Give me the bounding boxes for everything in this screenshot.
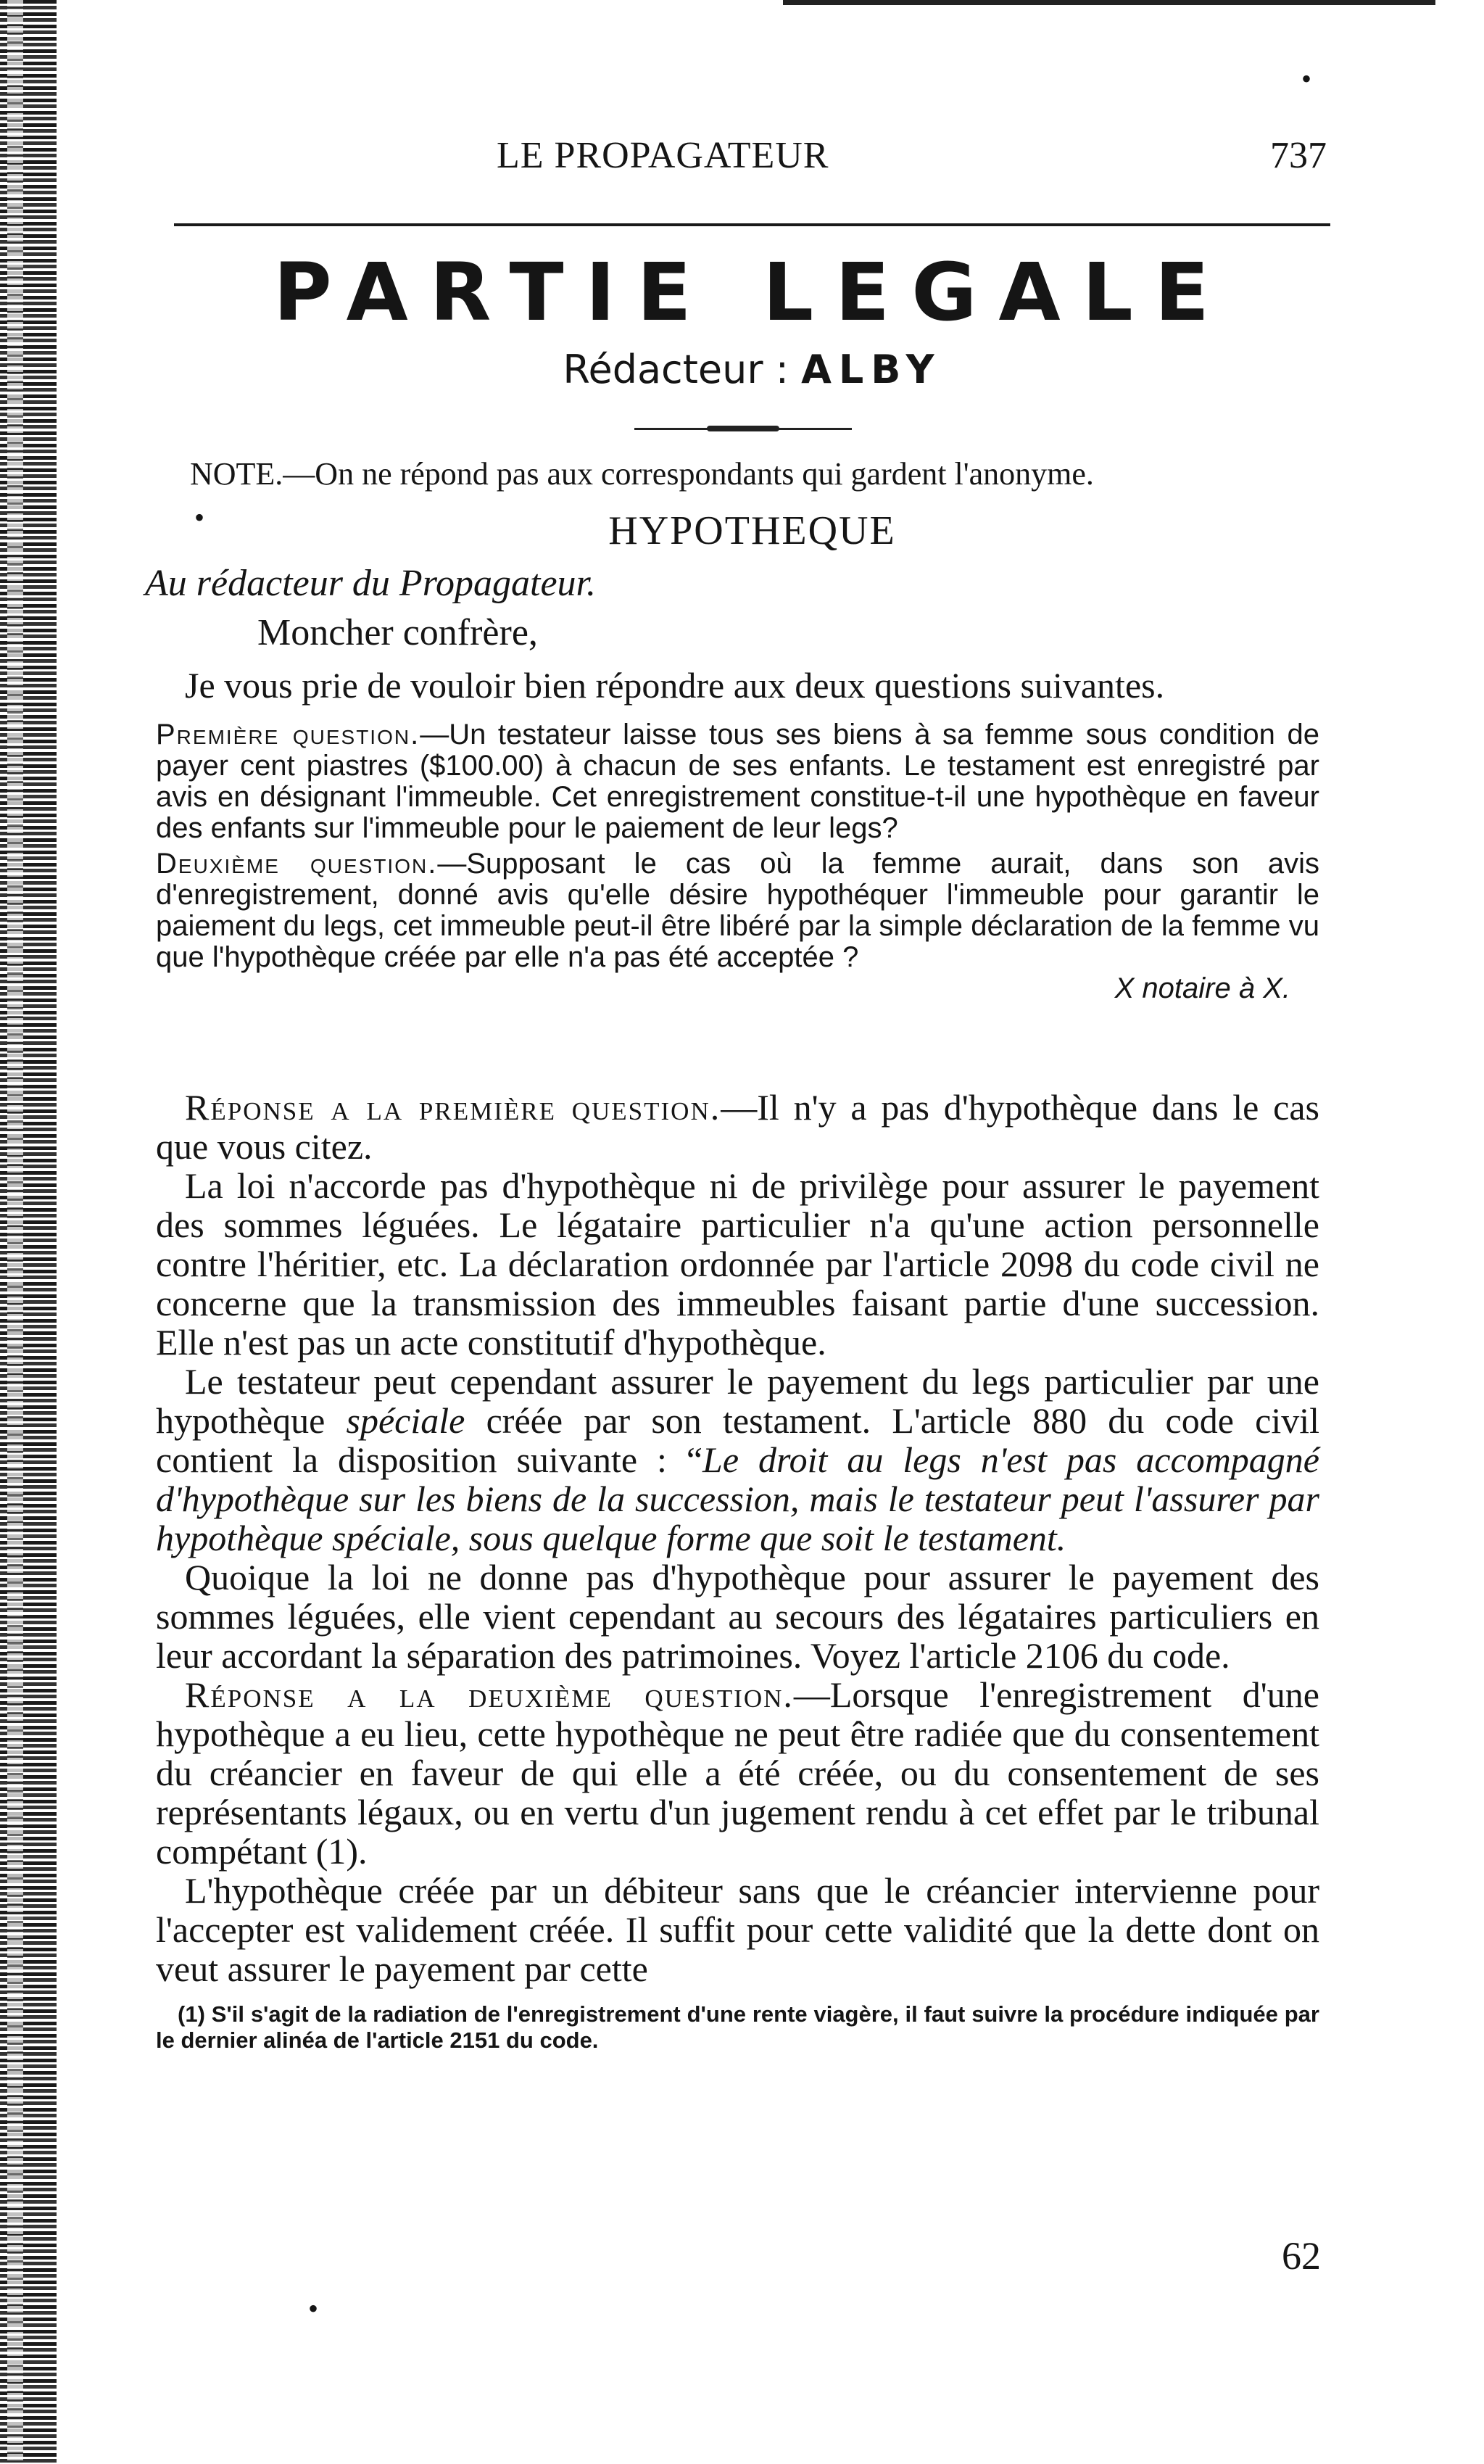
signature-number: 62 <box>1282 2234 1321 2278</box>
editor-label: Rédacteur : <box>563 347 789 392</box>
answer-2 <box>156 1675 1319 1871</box>
question-1-text: —Un testateur laisse tous ses biens à sa femme sous condition de payer cent piastres ($100.00) à chacun de ses enfants. Le testament est enregistré par avis en désignant l'immeuble. Cet enregistrement constitue-t-il une hypothèque en faveur des enfants sur l'immeuble pour le paiement de leur legs? <box>156 719 1319 844</box>
code-quotation: Le droit au legs n'est pas accompagné d'hypothèque sur les biens de la succession, mais le testateur peut l'assurer par hypothèque spéciale, sous quelque forme que soit le testament. <box>156 1439 1319 1558</box>
answer-1-label: Réponse a la première question. <box>185 1087 721 1128</box>
footnote: (1) S'il s'agit de la radiation de l'enregistrement d'une rente viagère, il faut suivre la procédure indiquée par le dernier alinéa de l'article 2151 du code. <box>156 2001 1319 2053</box>
letter-salutation: Moncher confrère, <box>257 612 538 653</box>
editorial-note: NOTE.—On ne répond pas aux correspondants qui gardent l'anonyme. <box>190 456 1094 492</box>
speck: • <box>1301 62 1312 95</box>
answer-paragraph-2 <box>156 1362 1319 1558</box>
speck: • <box>194 501 205 534</box>
question-2-label: Deuxième question. <box>156 848 438 880</box>
answer-paragraph-1: La loi n'accorde pas d'hypothèque ni de privilège pour assurer le payement des sommes léguées. Le légataire particulier n'a qu'une action personnelle contre l'héritier, etc. La déclaration ordonnée par l'article 2098 du code civil ne concerne que la transmission des immeubles faisant partie d'une succession. Elle n'est pas un acte constitutif d'hypothèque. <box>156 1165 1319 1363</box>
ornament-rule <box>634 426 852 431</box>
header-rule <box>174 223 1330 226</box>
answer-1-text: —Il n'y a pas d'hypothèque dans le cas que vous citez. <box>156 1087 1319 1167</box>
question-1 <box>156 719 1319 844</box>
answer-paragraph-3: Quoique la loi ne donne pas d'hypothèque pour assurer le payement des sommes léguées, elle vient cependant au secours des légataires particuliers en leur accordant la séparation des patrimoines. Voyez l'article 2106 du code. <box>156 1557 1319 1676</box>
answer-1 <box>156 1088 1319 1166</box>
answer-2-text: —Lorsque l'enregistrement d'une hypothèque a eu lieu, cette hypothèque ne peut être radiée que du consentement du créancier en faveur de qui elle a été créée, ou du consentement de ses représentants légaux, ou en vertu d'un jugement rendu à cet effet par le tribunal compétant (1). <box>156 1674 1319 1872</box>
letter-signature: X notaire à X. <box>1114 972 1290 1004</box>
page-number: 737 <box>1270 135 1327 176</box>
question-1-label: Première question. <box>156 719 420 751</box>
editor-line <box>174 347 1330 392</box>
section-title: PARTIE LEGALE <box>273 246 1231 339</box>
answer-paragraph-2-b: créée par son testament. L'article 880 du code civil contient la disposition suivante : “ <box>156 1400 1320 1480</box>
answer-paragraph-4: L'hypothèque créée par un débiteur sans que le créancier intervienne pour l'accepter est validement créée. Il suffit pour cette validité que la dette dont on veut assurer le payement par cette <box>156 1870 1319 1989</box>
top-edge-rule <box>783 0 1435 5</box>
answer-2-label: Réponse a la deuxième question. <box>185 1674 794 1715</box>
speck: • <box>308 2292 319 2325</box>
letter-address: Au rédacteur du Propagateur. <box>145 563 596 604</box>
letter-body <box>156 666 1319 1004</box>
answer-body <box>156 1088 1319 2054</box>
question-2 <box>156 848 1319 973</box>
editor-name: ALBY <box>801 347 942 392</box>
answer-paragraph-2-emphasis: spéciale <box>346 1400 465 1441</box>
question-2-text: —Supposant le cas où la femme aurait, dans son avis d'enregistrement, donné avis qu'elle désire hypothéquer l'immeuble pour garantir le paiement du legs, cet immeuble peut-il être libéré par la simple déclaration de la femme vu que l'hypothèque créée par elle n'a pas été acceptée ? <box>156 848 1320 973</box>
article-subject: HYPOTHEQUE <box>608 508 896 553</box>
answer-paragraph-2-a: Le testateur peut cependant assurer le payement du legs particulier par une hypothèque <box>156 1361 1319 1441</box>
running-title: LE PROPAGATEUR <box>497 135 829 176</box>
page-header <box>167 134 1327 185</box>
page-binding-edge <box>0 0 57 2464</box>
letter-intro: Je vous prie de vouloir bien répondre aux deux questions suivantes. <box>185 665 1165 706</box>
